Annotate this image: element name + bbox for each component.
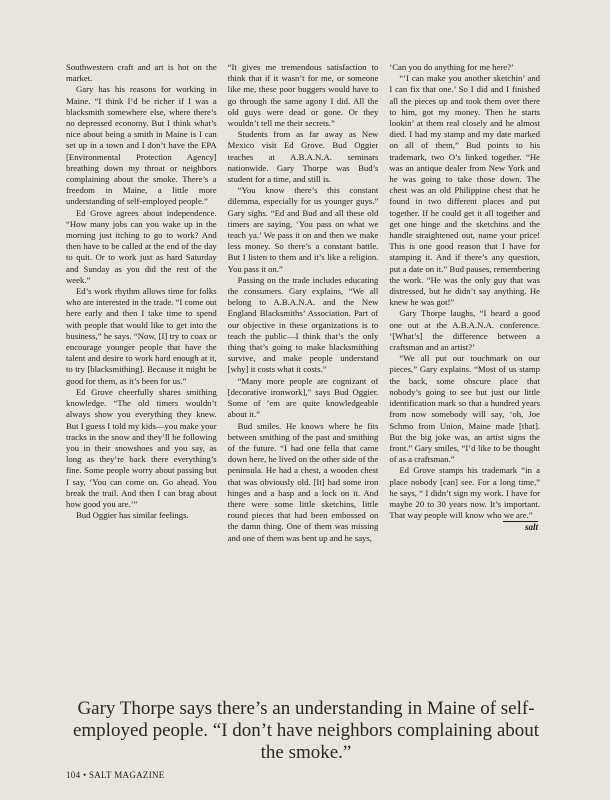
page-footer: 104 • SALT MAGAZINE: [66, 770, 165, 780]
article-paragraph: Ed’s work rhythm allows time for folks who are interested in the trade. “I come out here early and then I take time to spend with people that would like to get into the business,” he says. “Now, [I] try to coax or encourage younger people that have the talent and desire to work hard enough at it, to try [blacksmithing]. Because it might be good for them, as it’s been for us.”: [66, 286, 217, 386]
article-paragraph: Students from as far away as New Mexico visit Ed Grove. Bud Oggier teaches at A.B.A.N.A. seminars nationwide. Gary Thorpe was Bud’s student for a time, and still is.: [227, 129, 379, 185]
article-paragraph: Bud smiles. He knows where he fits between smithing of the past and smithing of the future. “I had one fella that came down here, he lived on the other side of the peninsula. He had a chest, a wooden chest that was obviously old. [It] had some iron hinges and a hasp and a lock on it. And there were some little sketchins, little round pieces that had been embossed on the damn thing. One of them was missing and one of them was bent up and he says,: [227, 420, 379, 543]
article-paragraph: Bud Oggier has similar feelings.: [76, 510, 189, 521]
article-paragraph: “‘I can make you another sketchin’ and I can fix that one.’ So I did and I finished all the pieces up and took them over there to him, got my money. Then he starts lookin’ at them real closely and he almost died. I had my stamp and my date marked on all of them,” Bud points to his trademark, two O’s linked together. “He was an antique dealer from New York and he was going to take those down. The chest was an old Philippine chest that he found in two different places and put together. If he could get it all together and get one hinge and the sketchins and the handle straightened out, name your price! This is one good reason that I have for stamping it. And if there’s any question, put a date on it.” Bud pauses, remembering the work. “He was the only guy that was distressed, but he didn’t say anything. He knew he was got!”: [389, 73, 541, 308]
article-paragraph: Passing on the trade includes educating the consumers. Gary explains, “We all belong to A.B.A.N.A. and the New England Blacksmiths’ Association. Part of our objective in these organizations is to teach the public—I think that’s the only thing that’s going to make blacksmithing survive, and make people understand [why] it costs what it costs.”: [227, 274, 379, 375]
article-paragraph: Southwestern craft and art is hot on the market.: [66, 62, 217, 84]
article-column-3-body: [389, 62, 540, 521]
article-paragraph: Gary has his reasons for working in Maine. “I think I’d be richer if I was a blacksmith somewhere else, where there’s no depressed economy. But I think what’s nice about being a smith in Maine is I can set up in a town and I don’t have the EPA [Environmental Protection Agency] breathing down my throat or neighbors complaining about the smoke. There’s a freedom in Maine, a little more understanding of self-employed people.”: [66, 84, 217, 207]
article-paragraph: Ed Grove cheerfully shares smithing knowledge. “The old timers wouldn’t always show you everything they knew. But I guess I told my kids—you make your tracks in the snow and they’ll be following you in their snowshoes and you say, as long as they’re back there everything’s fine. Some people worry about passing but I say, ‘You can come on. Go ahead. You break the trail. And then I can brag about how good you are.’”: [66, 386, 217, 509]
article-column-1: [66, 62, 217, 680]
article-paragraph: Ed Grove agrees about independence. “How many jobs can you wake up in the morning just itching to go to work? And then have to be called at the end of the day to quit. Or to work just as hard Saturday and Sunday as you did the rest of the week.”: [66, 207, 217, 285]
article-paragraph: “Many more people are cognizant of [decorative ironwork],” says Bud Oggier. Some of ’em are quite knowledgeable about it.”: [227, 375, 379, 420]
salt-signoff-mark: salt: [389, 522, 540, 533]
article-paragraph: Gary Thorpe laughs, “I heard a good one out at the A.B.A.N.A. conference. ‘[What’s] the difference between a craftsman and an artist?’: [389, 308, 541, 353]
pull-quote: Gary Thorpe says there’s an understanding in Maine of self-employed people. “I don’t have neighbors complaining about the smoke.”: [72, 698, 540, 763]
article-paragraph: Ed Grove stamps his trademark “in a place nobody [can] see. For a long time,” he says, “ I didn’t sign my work. I have for maybe 20 to 30 years now. It’s important. That way people will know who we are.”: [389, 465, 541, 521]
article-column-3: [389, 62, 540, 680]
article-paragraph: “You know there’s this constant dilemma, especially for us younger guys.” Gary sighs. “Ed and Bud and all these old timers are saying, ‘You pass on what we teach ya.’ We pass it on and then we make less money. So there’s a constant battle. But I listen to them and it’s like a religion. You pass it on.”: [227, 185, 379, 274]
article-paragraph: “We all put our touchmark on our pieces,” Gary explains. “Most of us stamp the back, some obscure place that nobody’s going to see but just our little identification mark so that a hundred years from now somebody will say, ‘oh, Joe Schmo from Union, Maine made [that]. But the big joke was, an artist signs the front.” Gary smiles, “I’d like to be thought of as a craftsman.”: [389, 353, 541, 465]
article-column-2: [228, 62, 379, 680]
article-paragraph: “It gives me tremendous satisfaction to think that if it wasn’t for me, or someone like me, these poor buggers would have to go through the same agony I did. All the old guys were dead or gone. Or they wouldn’t tell me their secrets.”: [227, 62, 379, 129]
article-paragraph: ‘Can you do anything for me here?’: [389, 62, 514, 72]
article-columns: [66, 62, 540, 680]
